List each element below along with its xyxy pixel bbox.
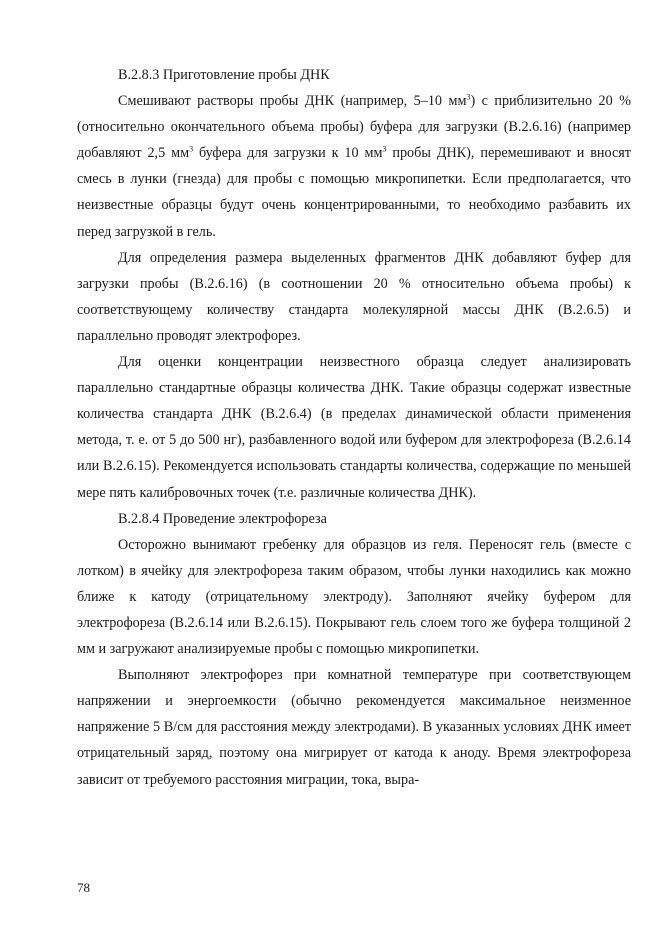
body-text [77, 62, 631, 793]
paragraph-text: ) с приблизительно 20 % (относительно окончательного объема пробы) буфера для загрузки (В.2.6.16) (например добавляют 2,5 мм [77, 93, 631, 162]
paragraph-concentration-estimate: Для оценки концентрации неизвестного образца следует анализировать параллельно стандартные образцы количества ДНК. Такие образцы содержат известные количества стандарта ДНК (В.2.6.4) (в пределах динамической области применения метода, т. е. от 5 до 500 нг), разбавленного водой или буфером для электрофореза (В.2.6.14 или В.2.6.15). Рекомендуется использовать стандарты количества, содержащие по меньшей мере пять калибровочных точек (т.е. различные количества ДНК). [77, 354, 631, 501]
paragraph-text: Смешивают растворы пробы ДНК (например, 5–10 мм [118, 93, 467, 110]
section-heading-b-2-8-3: В.2.8.3 Приготовление пробы ДНК [118, 67, 330, 83]
page-number: 78 [77, 880, 90, 895]
paragraph-fragment-size: Для определения размера выделенных фрагментов ДНК добавляют буфер для загрузки пробы (В.2.6.16) (в соотношении 20 % относительно объема пробы) к соответствующему количеству стандарта молекулярной массы ДНК (В.2.6.5) и параллельно проводят электрофорез. [77, 249, 631, 344]
paragraph-electrophoresis-run: Выполняют электрофорез при комнатной температуре при соответствующем напряжении и энергоемкости (обычно рекомендуется максимальное неизменное напряжение 5 В/см для расстояния между электродами). В указанных условиях ДНК имеет отрицательный заряд, поэтому она мигрирует от катода к аноду. Время электрофореза зависит от требуемого расстояния миграции, тока, выра- [77, 667, 631, 788]
superscript-3: 3 [382, 144, 387, 154]
superscript-3: 3 [189, 144, 194, 154]
section-heading-b-2-8-4: В.2.8.4 Проведение электрофореза [118, 510, 327, 527]
paragraph-text: буфера для загрузки к 10 мм [193, 145, 383, 162]
paragraph-dna-sample-prep [77, 88, 631, 245]
paragraph-gel-loading: Осторожно вынимают гребенку для образцов из геля. Переносят гель (вместе с лотком) в ячейку для электрофореза таким образом, чтобы лунки находились как можно ближе к катоду (отрицательному электроду). Заполняют ячейку буфером для электрофореза (В.2.6.14 или В.2.6.15). Покрывают гель слоем того же буфера толщиной 2 мм и загружают анализируемые пробы с помощью микропипетки. [77, 536, 631, 658]
paragraph-text: пробы ДНК), перемешивают и вносят смесь в лунки (гнезда) для пробы с помощью микропипетки. Если предполагается, что неизвестные образцы будут очень концентрированными, то необходимо разбавить их перед загрузкой в гель. [77, 145, 631, 240]
superscript-3: 3 [466, 92, 471, 102]
